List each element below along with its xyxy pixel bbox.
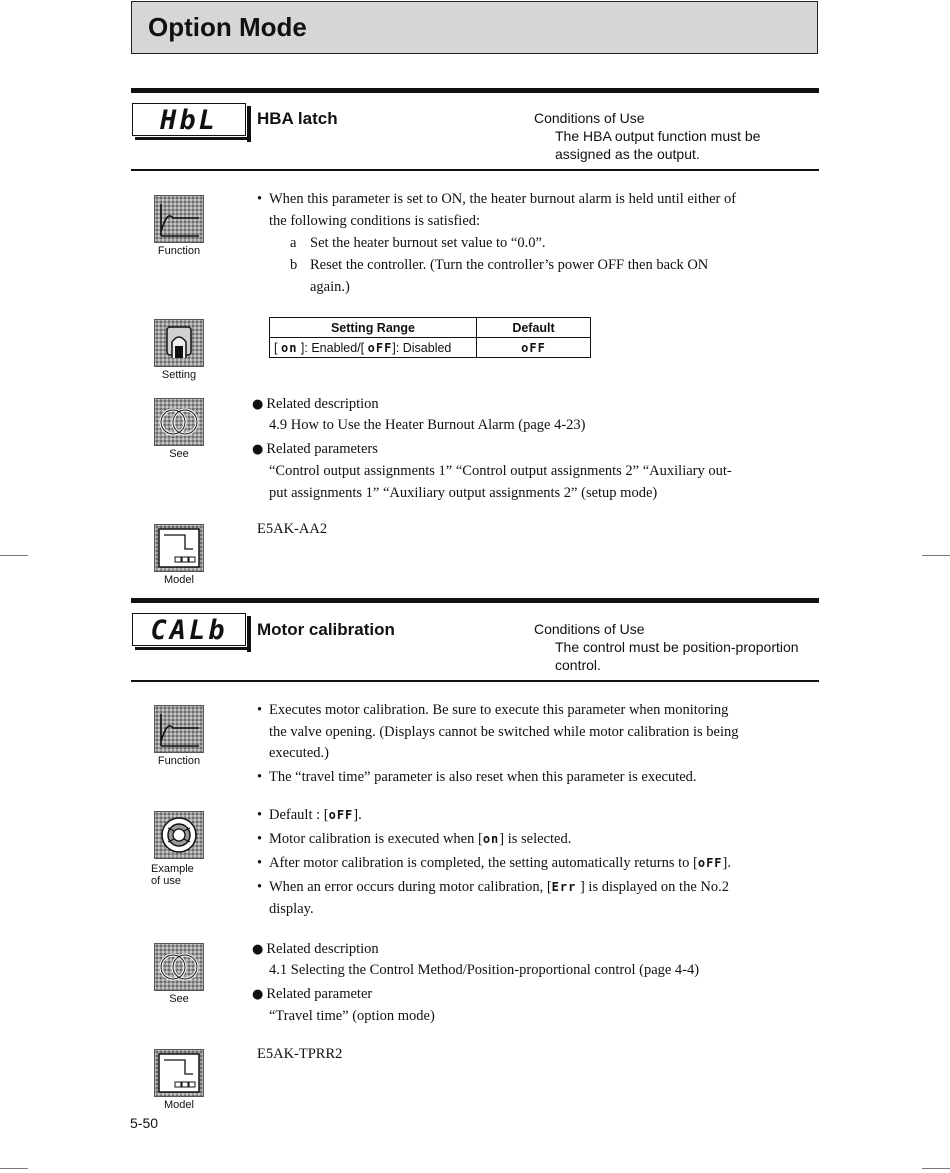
example-text: When an error occurs during motor calibration, [ [269,879,552,895]
example-bullet [257,877,821,920]
model-icon [154,524,204,572]
default-header: Default [477,318,591,338]
example-text: display. [269,900,314,917]
function-bullet [257,700,821,765]
function-bullet [257,189,821,232]
conditions-line: control. [555,657,601,673]
example-bullet [257,829,821,851]
section-header-rule [131,169,819,171]
example-of-use-label [151,863,203,887]
example-label-line: Example [151,863,194,875]
related-description: 4.9 How to Use the Heater Burnout Alarm (page 4-23) [269,417,586,433]
section-top-rule [131,88,819,93]
example-text: After motor calibration is completed, the setting automatically returns to [ [269,855,698,871]
example-text: ]. [353,807,362,823]
function-text-line: • The “travel time” parameter is also reset when this parameter is executed. [269,769,697,785]
conditions-line: The control must be position-proportion [555,639,799,655]
crop-mark [922,555,950,556]
conditions-of-use [534,620,799,674]
function-icon [154,705,204,753]
function-text-line: • When this parameter is set to ON, the heater burnout alarm is held until either of [269,191,737,207]
function-label: Function [157,755,201,767]
page-number: 5-50 [130,1115,159,1131]
parameter-title: HBA latch [257,109,338,128]
see-icon [154,398,204,446]
function-icon [154,195,204,243]
conditions-of-use [534,109,760,163]
crop-mark [0,555,28,556]
see-label: See [169,993,189,1005]
parameter-display-box [132,103,246,136]
conditions-heading: Conditions of Use [534,110,645,126]
parameter-title: Motor calibration [257,620,395,639]
seg-off: oFF [328,808,354,822]
section-top-rule [131,598,819,603]
item-b-text: Reset the controller. (Turn the controller’s power OFF then back ON [310,257,709,273]
page-title: Option Mode [148,12,307,42]
setting-range-cell [270,338,477,358]
function-text-line: • Executes motor calibration. Be sure to execute this parameter when monitoring [269,702,729,718]
model-value: E5AK-TPRR2 [257,1046,343,1062]
setting-range-header: Setting Range [270,318,477,338]
example-bullet [257,853,821,875]
seg-off: oFF [697,856,723,870]
model-value: E5AK-AA2 [257,521,328,537]
function-text-line: the valve opening. (Displays cannot be switched while motor calibration is being [269,723,739,740]
example-text: Motor calibration is executed when [ [269,831,483,847]
item-a-letter: a [290,235,297,251]
example-text: ] is displayed on the No.2 [576,879,729,895]
parameter-display-box [132,613,246,646]
parameter-display-text: HbL [160,105,218,136]
related-description-heading: ● Related description [252,938,379,961]
conditions-heading: Conditions of Use [534,621,645,637]
conditions-line: The HBA output function must be [555,128,761,144]
conditions-line: assigned as the output. [555,146,700,162]
related-description-heading: ● Related description [252,393,379,416]
item-b-text-cont: again.) [310,279,350,295]
crop-mark [0,1168,28,1169]
function-bullet [257,767,821,789]
function-text-line: the following conditions is satisfied: [269,212,481,229]
setting-table [269,317,591,358]
see-label: See [169,448,189,460]
related-parameter: “Travel time” (option mode) [269,1008,435,1024]
example-text: ] is selected. [499,831,572,847]
seg-err: Err [551,880,577,894]
model-label: Model [164,1099,194,1111]
see-icon [154,943,204,991]
example-label-line: of use [151,875,181,887]
seg-on: on [280,340,298,355]
setting-icon [154,319,204,367]
function-text-line: executed.) [269,745,329,761]
item-a-text: Set the heater burnout set value to “0.0”. [310,235,546,251]
model-icon [154,1049,204,1097]
example-text: ]. [722,855,731,871]
related-description: 4.1 Selecting the Control Method/Position-proportional control (page 4-4) [269,962,700,978]
related-parameter-heading: ● Related parameter [252,983,372,1006]
seg-off: oFF [367,340,393,355]
default-cell [477,338,591,358]
seg-default: oFF [521,340,546,355]
example-bullet [257,805,821,827]
range-disabled: ]: Disabled [392,340,452,355]
range-bracket: [ [274,340,278,355]
related-parameters: “Control output assignments 1” “Control output assignments 2” “Auxiliary out- [269,463,732,479]
function-label: Function [157,245,201,257]
model-label: Model [164,574,194,586]
setting-label: Setting [161,369,197,381]
section-header-rule [131,680,819,682]
related-parameters-heading: ● Related parameters [252,438,378,461]
seg-on: on [482,832,500,846]
example-of-use-icon [154,811,204,859]
range-enabled: ]: Enabled/[ [300,340,365,355]
example-text: Default : [ [269,807,329,823]
page-header [131,1,818,54]
item-b-letter: b [290,257,298,273]
crop-mark [922,1168,950,1169]
parameter-display-text: CALb [150,615,228,646]
related-parameters-cont: put assignments 1” “Auxiliary output assignments 2” (setup mode) [269,485,658,501]
